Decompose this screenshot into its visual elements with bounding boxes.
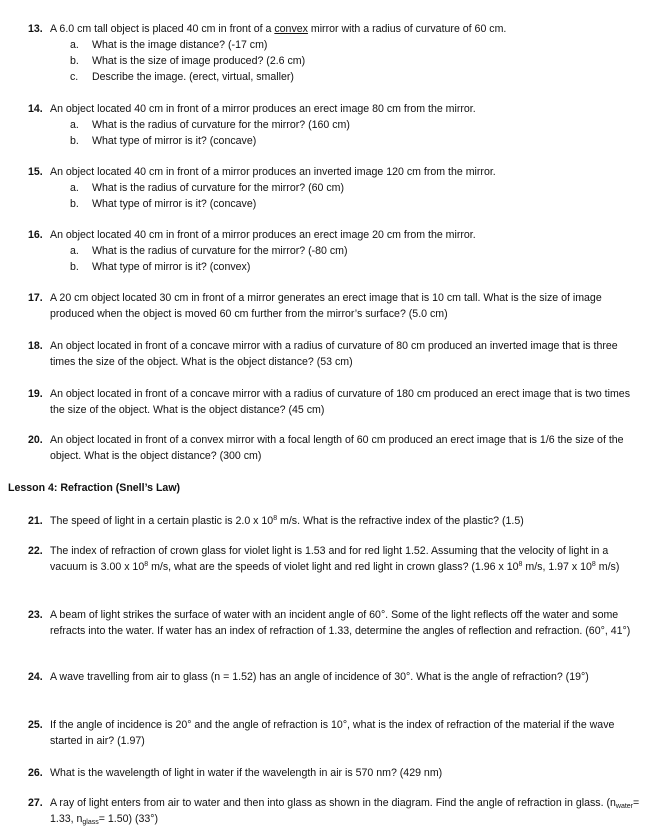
question-number: 23. <box>28 609 43 621</box>
sub-question: a. What is the radius of curvature for the mirror? (160 cm) <box>70 119 350 131</box>
question-text: An object located in front of a convex mirror with a focal length of 60 cm produced an erect image that is 1/6 the size of the object. What is the object distance? (300 cm) <box>50 434 624 462</box>
question-number: 13. <box>28 23 43 35</box>
sub-question: b. What type of mirror is it? (convex) <box>70 261 251 273</box>
question-number: 24. <box>28 671 43 683</box>
question-26 <box>28 765 643 781</box>
question-text: An object located 40 cm in front of a mirror produces an erect image 80 cm from the mirror. <box>50 103 476 115</box>
question-number: 25. <box>28 719 43 731</box>
question-17 <box>28 290 643 322</box>
question-text: An object located in front of a concave mirror with a radius of curvature of 80 cm produced an inverted image that is three times the size of the object. What is the object distance? (53 cm) <box>50 340 618 368</box>
question-text: An object located 40 cm in front of a mirror produces an inverted image 120 cm from the mirror. <box>50 166 496 178</box>
question-text: A wave travelling from air to glass (n = 1.52) has an angle of incidence of 30°. What is the angle of refraction? (19°) <box>50 671 589 683</box>
question-number: 14. <box>28 103 43 115</box>
question-25 <box>28 717 643 749</box>
sub-question-list <box>70 117 643 149</box>
question-number: 22. <box>28 545 43 557</box>
question-number: 26. <box>28 767 43 779</box>
question-20 <box>28 432 643 464</box>
question-22 <box>28 543 643 575</box>
question-21 <box>28 513 643 529</box>
question-text: A 6.0 cm tall object is placed 40 cm in front of a convex mirror with a radius of curvature of 60 cm. <box>50 23 507 35</box>
question-text: An object located 40 cm in front of a mirror produces an erect image 20 cm from the mirror. <box>50 229 476 241</box>
question-18 <box>28 338 643 370</box>
underlined-word: convex <box>274 23 308 35</box>
question-15 <box>28 164 643 212</box>
sub-question: a. What is the radius of curvature for the mirror? (60 cm) <box>70 182 344 194</box>
question-16 <box>28 227 643 275</box>
sub-question: a. What is the image distance? (-17 cm) <box>70 39 268 51</box>
question-text: The speed of light in a certain plastic is 2.0 x $10^8$ m/s. What is the refractive index of the plastic? (1.5) <box>50 515 524 527</box>
question-text: A 20 cm object located 30 cm in front of a mirror generates an erect image that is 10 cm tall. What is the size of image produced when the object is moved 60 cm further from the mirror’s surface? (5.0 cm) <box>50 292 602 320</box>
question-27 <box>28 795 643 827</box>
question-number: 17. <box>28 292 43 304</box>
question-number: 15. <box>28 166 43 178</box>
question-text: A beam of light strikes the surface of water with an incident angle of 60°. Some of the light reflects off the water and some refracts into the water. If water has an index of refraction of 1.33, determine the angles of reflection and refraction. (60°, 41°) <box>50 609 631 637</box>
question-number: 19. <box>28 388 43 400</box>
sub-question: a. What is the radius of curvature for the mirror? (-80 cm) <box>70 245 348 257</box>
question-19 <box>28 386 643 418</box>
question-13 <box>28 21 643 85</box>
question-number: 27. <box>28 797 43 809</box>
question-number: 21. <box>28 515 43 527</box>
sub-question-list <box>70 37 643 85</box>
sub-question: b. What type of mirror is it? (concave) <box>70 135 257 147</box>
question-23 <box>28 607 643 639</box>
sub-question: b. What is the size of image produced? (2.6 cm) <box>70 55 306 67</box>
sub-question-list <box>70 180 643 212</box>
sub-question: c. Describe the image. (erect, virtual, smaller) <box>70 71 294 83</box>
question-text: A ray of light enters from air to water and then into glass as shown in the diagram. Find the angle of refraction in glass. ($n_{water}= 1.33$, $n_{glass}= 1.50$) (33°) <box>50 797 640 826</box>
question-24 <box>28 669 643 685</box>
question-text: An object located in front of a concave mirror with a radius of curvature of 180 cm produced an erect image that is two times the size of the object. What is the object distance? (45 cm) <box>50 388 630 416</box>
sub-question: b. What type of mirror is it? (concave) <box>70 198 257 210</box>
question-text: The index of refraction of crown glass for violet light is 1.53 and for red light 1.52. Assuming that the velocity of light in a vacuum is 3.00 x $10^8$ m/s, what are the speeds of violet light and red light in crown glass? (1.96 x $10^8$ m/s, 1.97 x $10^8$ m/s) <box>50 545 620 573</box>
question-14 <box>28 101 643 149</box>
question-text: What is the wavelength of light in water if the wavelength in air is 570 nm? (429 nm) <box>50 767 443 779</box>
section-heading: Lesson 4: Refraction (Snell’s Law) <box>8 482 181 494</box>
sub-question-list <box>70 243 643 275</box>
question-text: If the angle of incidence is 20° and the angle of refraction is 10°, what is the index of refraction of the material if the wave started in air? (1.97) <box>50 719 615 747</box>
question-number: 20. <box>28 434 43 446</box>
question-number: 18. <box>28 340 43 352</box>
question-number: 16. <box>28 229 43 241</box>
